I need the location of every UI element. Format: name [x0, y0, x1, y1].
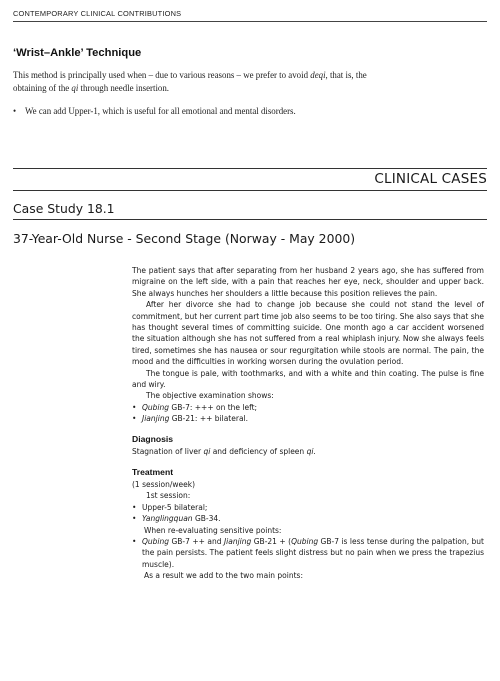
technique-bullet	[13, 106, 358, 118]
case-study-subtitle: 37-Year-Old Nurse - Second Stage (Norway - May 2000)	[13, 231, 356, 246]
result-label: As a result we add to the two main points:	[144, 571, 303, 581]
exam-item: • Qubing GB-7: +++ on the left;	[132, 402, 258, 412]
section-title: CLINICAL CASES	[374, 171, 487, 187]
diagnosis-text: Stagnation of liver qi and deficiency of spleen qi.	[132, 447, 316, 457]
exam-intro: The objective examination shows:	[146, 391, 274, 401]
narrative-paragraph: The tongue is pale, with toothmarks, and with a white and thin coating. The pulse is fine and wiry.	[132, 368, 484, 390]
section-rule-top	[13, 168, 487, 169]
narrative-paragraph: After her divorce she had to change job because she could not stand the level of commitment, but her current part time job also seems to be too tiring. She also says that she has thought several times of committing suicide. One month ago a car accident worsened the situation although she has not suffered from a real whiplash injury. Now she always feels tired, sometimes she has nausea or sour regurgitation while stools are normal. The pain, the mood and the difficulties in working worsen during the ovulation period.	[132, 300, 484, 367]
exam-item: • Jianjing GB-21: ++ bilateral.	[132, 414, 249, 424]
treatment-point: • Yanglingquan GB-34.	[132, 514, 221, 524]
bullet-marker: •	[13, 106, 17, 116]
case-study-number: Case Study 18.1	[13, 201, 115, 216]
technique-bullet-text: We can add Upper-1, which is useful for all emotional and mental disorders.	[25, 106, 296, 116]
reevaluation-item: • Qubing GB-7 ++ and Jianjing GB-21 + (Qubing GB-7 is less tense during the palpation, but the pain persists. The patient feels slight distress but no pain when we press the trapezius muscle).	[132, 536, 484, 569]
diagnosis-heading: Diagnosis	[132, 433, 174, 444]
treatment-heading: Treatment	[132, 466, 174, 477]
section-rule-bottom	[13, 190, 487, 191]
running-header: CONTEMPORARY CLINICAL CONTRIBUTIONS	[13, 9, 182, 18]
technique-intro: This method is principally used when – due to various reasons – we prefer to avoid deqi, that is, the obtaining of the qi through needle insertion.	[13, 70, 367, 93]
first-session-label: 1st session:	[146, 491, 191, 501]
case-study-rule	[13, 219, 487, 220]
case-body	[132, 265, 484, 582]
technique-title: ‘Wrist–Ankle’ Technique	[13, 47, 142, 59]
treatment-point: • Upper-5 bilateral;	[132, 502, 208, 512]
narrative-paragraph: The patient says that after separating from her husband 2 years ago, she has suffered from migraine on the left side, with a pain that reaches her eye, neck, shoulder and upper back. She always hunches her shoulders a little because this position relieves the pain.	[132, 266, 484, 298]
header-rule	[13, 21, 487, 22]
treatment-frequency: (1 session/week)	[132, 479, 196, 489]
reevaluation-label: When re-evaluating sensitive points:	[144, 525, 282, 535]
